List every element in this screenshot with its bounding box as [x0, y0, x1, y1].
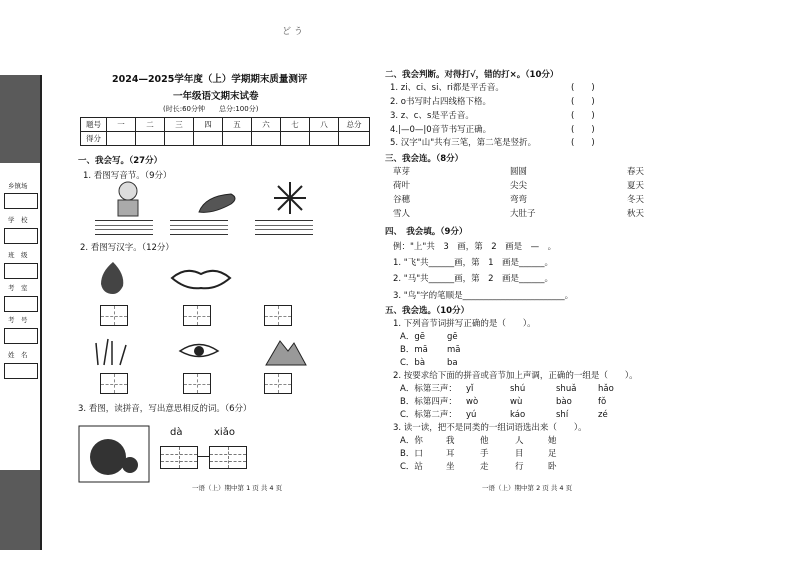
grandmother-picture	[110, 180, 146, 218]
table-cell: 三	[165, 118, 194, 132]
side-label-class: 班 级	[8, 251, 28, 259]
choose-option-item: 卧	[548, 462, 557, 472]
exam-subtitle: 一年级语文期末试卷	[173, 91, 259, 102]
choose-option-item: yú	[466, 410, 477, 420]
choose-option-word: gē	[447, 332, 458, 342]
choose-question: 3. 读一读，把不是同类的一组词语选出来（ ）。	[393, 423, 587, 433]
pinyin-xiao: xiǎo	[214, 427, 235, 438]
choose-option-item: 目	[515, 449, 524, 459]
choose-option[interactable]: A．你	[400, 436, 423, 446]
char-answer-box[interactable]	[160, 446, 198, 469]
match-col2-item[interactable]: 圆圆	[510, 167, 528, 177]
choose-option-item: káo	[510, 410, 526, 420]
fill-example: 例："上"共 3 画，第 2 画是 — 。	[393, 242, 557, 252]
table-cell: 八	[310, 118, 339, 132]
side-field-room[interactable]	[4, 296, 38, 312]
left-footer: 一语（上）期中第 1 页 共 4 页	[192, 484, 283, 492]
fill-item[interactable]: 3. "鸟"字的笔顺是________________________。	[393, 291, 574, 301]
match-col3-item[interactable]: 秋天	[627, 209, 645, 219]
choose-option-item: bào	[556, 397, 572, 407]
choose-option-item: shuǎ	[556, 384, 577, 394]
table-cell: 总分	[339, 118, 370, 132]
fill-item[interactable]: 1. "飞"共______画，第 1 画是______。	[393, 258, 554, 268]
side-label-room: 考 室	[8, 284, 28, 292]
section-2-title: 二、我会判断。对得打√，错的打×。（10分）	[385, 70, 559, 80]
judge-item: 1. zi、ci、si、ri都是平舌音。	[390, 83, 504, 93]
choose-question: 1. 下列音节词拼写正确的是（ ）。	[393, 319, 536, 329]
side-label-town: 乡镇场	[8, 182, 28, 190]
match-col2-item[interactable]: 尖尖	[510, 181, 528, 191]
choose-option-word: ba	[447, 358, 458, 368]
section-4-title: 四、 我会填。（9分）	[385, 227, 468, 237]
match-col1-item[interactable]: 雪人	[393, 209, 411, 219]
connector-line	[197, 456, 209, 457]
char-answer-box[interactable]	[209, 446, 247, 469]
choose-option-item: 我	[446, 436, 455, 446]
pinyin-answer-lines[interactable]	[95, 220, 153, 235]
judge-answer-paren[interactable]: ( )	[571, 83, 595, 93]
match-col1-item[interactable]: 谷穗	[393, 195, 411, 205]
strip-shade-bottom	[0, 470, 42, 550]
mouth-picture	[170, 266, 232, 290]
match-col3-item[interactable]: 夏天	[627, 181, 645, 191]
pinyin-da: dà	[170, 427, 183, 438]
choose-option-item: fǒ	[598, 397, 607, 407]
choose-option[interactable]: C．标第二声：	[400, 410, 457, 420]
score-cell[interactable]	[223, 132, 252, 146]
score-cell[interactable]	[252, 132, 281, 146]
side-field-class[interactable]	[4, 263, 38, 279]
score-cell[interactable]	[339, 132, 370, 146]
choose-option[interactable]: C．站	[400, 462, 423, 472]
score-cell[interactable]	[281, 132, 310, 146]
judge-answer-paren[interactable]: ( )	[571, 111, 595, 121]
score-cell[interactable]	[194, 132, 223, 146]
binding-strip	[0, 75, 42, 550]
side-label-number: 考 号	[8, 316, 28, 324]
judge-item: 3. z、c、s是平舌音。	[390, 111, 474, 121]
table-cell: 得分	[81, 132, 107, 146]
binding-line	[40, 75, 42, 550]
choose-option-word: mā	[447, 345, 461, 355]
writing-grid-box[interactable]	[183, 373, 211, 394]
writing-grid-box[interactable]	[264, 373, 292, 394]
question-1-3: 3. 看图，读拼音，写出意思相反的词。（6分）	[78, 404, 252, 414]
mountain-picture	[264, 335, 308, 367]
choose-option-item: shí	[556, 410, 569, 420]
choose-option-item: 坐	[446, 462, 455, 472]
choose-option[interactable]: B．标第四声：	[400, 397, 457, 407]
choose-option-item: 人	[515, 436, 524, 446]
side-label-school: 学 校	[8, 216, 28, 224]
score-cell[interactable]	[165, 132, 194, 146]
choose-option-item: 他	[480, 436, 489, 446]
snowflake-picture	[272, 180, 308, 216]
choose-option[interactable]: C．bà	[400, 358, 426, 368]
choose-option-item: shú	[510, 384, 526, 394]
choose-option[interactable]: B．口	[400, 449, 423, 459]
question-1-1: 1. 看图写音节。（9分）	[83, 171, 172, 181]
strip-shade-top	[0, 75, 42, 163]
judge-answer-paren[interactable]: ( )	[571, 138, 595, 148]
fruit-picture	[78, 425, 150, 483]
score-table	[80, 117, 370, 146]
writing-grid-box[interactable]	[100, 305, 128, 326]
table-cell: 四	[194, 118, 223, 132]
score-cell[interactable]	[107, 132, 136, 146]
header-marks: ど う	[282, 27, 303, 37]
table-cell: 五	[223, 118, 252, 132]
match-col3-item[interactable]: 春天	[627, 167, 645, 177]
choose-option-item: hǎo	[598, 384, 614, 394]
table-cell: 二	[136, 118, 165, 132]
writing-grid-box[interactable]	[183, 305, 211, 326]
section-3-title: 三、我会连。（8分）	[385, 154, 464, 164]
side-label-name: 姓 名	[8, 351, 28, 359]
choose-option-item: 耳	[446, 449, 455, 459]
writing-grid-box[interactable]	[100, 373, 128, 394]
side-field-number[interactable]	[4, 328, 38, 344]
time-info: (时长:60分钟 总分:100分)	[163, 105, 259, 113]
match-col1-item[interactable]: 荷叶	[393, 181, 411, 191]
fill-item[interactable]: 2. "马"共______画，第 2 画是______。	[393, 274, 554, 284]
choose-option-item: 足	[548, 449, 557, 459]
match-col1-item[interactable]: 草芽	[393, 167, 411, 177]
choose-question: 2. 按要求给下面的拼音或音节加上声调，正确的一组是（ ）。	[393, 371, 638, 381]
question-1-2: 2. 看图写汉字。（12分）	[80, 243, 174, 253]
score-table-header-row	[81, 118, 370, 132]
table-cell: 六	[252, 118, 281, 132]
choose-option-item: 手	[480, 449, 489, 459]
score-cell[interactable]	[310, 132, 339, 146]
table-cell: 题号	[81, 118, 107, 132]
exam-title: 2024—2025学年度（上）学期期末质量测评	[112, 74, 308, 85]
judge-answer-paren[interactable]: ( )	[571, 97, 595, 107]
score-table-score-row	[81, 132, 370, 146]
judge-item: 4.|—0—|0音节书写正确。	[390, 125, 492, 135]
eye-picture	[178, 340, 220, 362]
pinyin-answer-lines[interactable]	[255, 220, 313, 235]
judge-item: 5. 汉字"山"共有三笔，第二笔是竖折。	[390, 138, 537, 148]
right-footer: 一语（上）期中第 2 页 共 4 页	[482, 484, 573, 492]
score-cell[interactable]	[136, 132, 165, 146]
eggplant-picture	[195, 190, 240, 218]
choose-option[interactable]: A．标第三声：	[400, 384, 457, 394]
match-col2-item[interactable]: 弯弯	[510, 195, 528, 205]
choose-option-item: zé	[598, 410, 608, 420]
section-1-title: 一、我会写。（27分）	[78, 156, 163, 166]
section-5-title: 五、我会选。（10分）	[385, 306, 470, 316]
side-field-town[interactable]	[4, 193, 38, 209]
choose-option-item: 走	[480, 462, 489, 472]
choose-option-item: 行	[515, 462, 524, 472]
table-cell: 一	[107, 118, 136, 132]
match-col2-item[interactable]: 大肚子	[510, 209, 536, 219]
match-col3-item[interactable]: 冬天	[627, 195, 645, 205]
choose-option-item: wù	[510, 397, 523, 407]
choose-option[interactable]: A．gē	[400, 332, 425, 342]
pinyin-answer-lines[interactable]	[170, 220, 228, 235]
writing-grid-box[interactable]	[264, 305, 292, 326]
choose-option-item: 她	[548, 436, 557, 446]
side-field-name[interactable]	[4, 363, 38, 379]
choose-option-item: wò	[466, 397, 479, 407]
fire-picture	[95, 260, 131, 296]
judge-answer-paren[interactable]: ( )	[571, 125, 595, 135]
judge-item: 2. o书写时占四线格下格。	[390, 97, 492, 107]
table-cell: 七	[281, 118, 310, 132]
choose-option[interactable]: B．mā	[400, 345, 428, 355]
side-field-school[interactable]	[4, 228, 38, 244]
choose-option-item: yǐ	[466, 384, 474, 394]
grass-picture	[92, 335, 132, 367]
